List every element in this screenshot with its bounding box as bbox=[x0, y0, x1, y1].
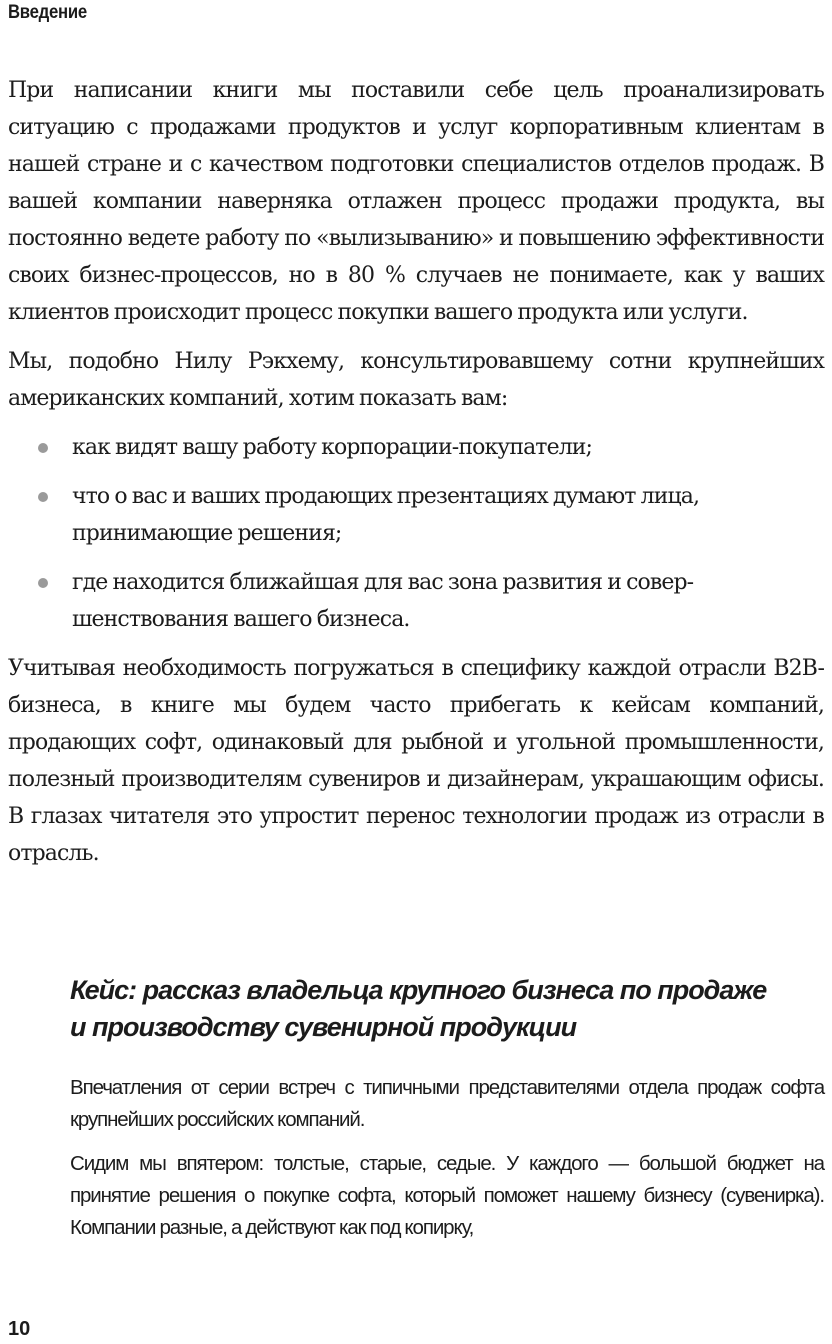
list-item-text: как видят вашу работу корпорации-покупатели; bbox=[72, 435, 593, 460]
case-title-line: Кейс: рассказ владельца крупного бизнеса по продаже bbox=[70, 975, 767, 1005]
running-head: Введение bbox=[8, 2, 87, 23]
list-item bbox=[8, 564, 824, 638]
list-item bbox=[8, 429, 824, 466]
list-item-text: что о вас и ваших продающих презентациях думают лица, принимающие решения; bbox=[72, 484, 700, 546]
case-paragraph: Впечатления от серии встреч с типичными представителями отдела продаж софта крупнейших российских компаний. bbox=[70, 1076, 824, 1131]
page-number: 10 bbox=[8, 1318, 31, 1340]
case-title-line: и производству сувенирной продукции bbox=[70, 1012, 577, 1042]
case-text bbox=[70, 1072, 824, 1244]
intro-paragraph: Мы, подобно Нилу Рэкхему, консультировавшему сотни крупнейших американских компаний, хотим показать вам: bbox=[8, 349, 824, 411]
case-title bbox=[70, 972, 824, 1046]
list-item-text: где находится ближайшая для вас зона развития и совершенствования вашего бизнеса. bbox=[72, 570, 695, 632]
intro-paragraph: При написании книги мы поставили себе цель проанализировать ситуацию с продажами продуктов и услуг корпоративным клиентам в нашей стране и с качеством подготовки специалистов отделов продаж. В вашей компании наверняка отлажен процесс продажи продукта, вы постоянно ведете работу по «вылизыванию» и повышению эффективности своих бизнес-процессов, но в 80 % случаев не понимаете, как у ваших клиентов происходит процесс покупки вашего продукта или услуги. bbox=[8, 78, 824, 325]
intro-paragraph: Учитывая необходимость погружаться в специфику каждой отрасли B2B-бизнеса, в книге мы будем часто прибегать к кейсам компаний, продающих софт, одинаковый для рыбной и угольной промышленности, полезный производителям сувениров и дизайнерам, украшающим офисы. В глазах читателя это упростит перенос технологии продаж из отрасли в отрасль. bbox=[8, 656, 824, 866]
bullet-icon bbox=[38, 443, 48, 453]
bullet-icon bbox=[38, 492, 48, 502]
list-item bbox=[8, 478, 824, 552]
case-block bbox=[70, 972, 824, 1256]
bullet-icon bbox=[38, 578, 48, 588]
main-text bbox=[8, 72, 824, 884]
bullet-list bbox=[8, 429, 824, 638]
case-paragraph: Сидим мы впятером: толстые, старые, седые. У каждого — большой бюджет на принятие решения о покупке софта, который поможет нашему бизнесу (сувенирка). Компании разные, а действуют как под копирку, bbox=[70, 1152, 824, 1239]
